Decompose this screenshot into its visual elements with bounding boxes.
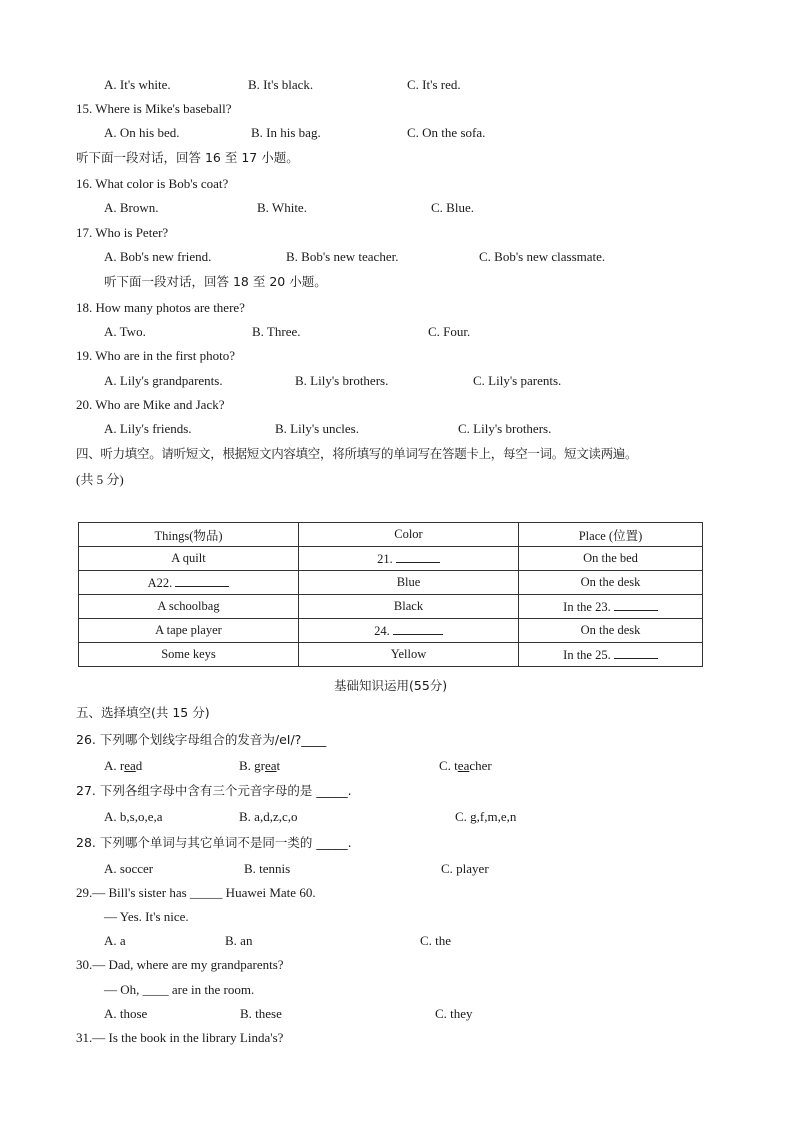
- q15-option-b: B. In his bag.: [251, 125, 321, 140]
- cell-text: 24.: [374, 623, 390, 638]
- instruction-16-17: 听下面一段对话，回答 16 至 17 小题。: [76, 150, 299, 165]
- table-cell: Yellow: [299, 643, 519, 667]
- q26-stem: 26. 下列哪个划线字母组合的发音为/eI/?____: [76, 732, 327, 747]
- q29-option-b: B. an: [225, 933, 253, 948]
- cell-text: In the 25.: [563, 647, 611, 662]
- q20-option-c: C. Lily's brothers.: [458, 421, 552, 436]
- q18-option-b: B. Three.: [252, 324, 301, 339]
- cell-text: In the 23.: [563, 599, 611, 614]
- q27-option-b: B. a,d,z,c,o: [239, 809, 298, 824]
- q26-option-b: B. great: [239, 758, 281, 773]
- section4-score: (共 5 分): [76, 472, 124, 487]
- q15-stem: 15. Where is Mike's baseball?: [76, 101, 232, 116]
- table-cell-blank: [299, 619, 519, 643]
- q30-option-a: A. those: [104, 1006, 148, 1021]
- q28-option-c: C. player: [441, 861, 489, 876]
- q28-stem: 28. 下列哪个单词与其它单词不是同一类的 _____.: [76, 835, 352, 850]
- q18-option-c: C. Four.: [428, 324, 471, 339]
- q20-option-b: B. Lily's uncles.: [275, 421, 359, 436]
- answer-blank-25[interactable]: [614, 647, 658, 659]
- q27-stem: 27. 下列各组字母中含有三个元音字母的是 _____.: [76, 783, 352, 798]
- q14-option-c: C. It's red.: [407, 77, 461, 92]
- table-row: [79, 547, 703, 571]
- cell-text: A22.: [147, 575, 173, 590]
- q15-option-c: C. On the sofa.: [407, 125, 486, 140]
- table-row: [79, 571, 703, 595]
- q27-option-a: A. b,s,o,e,a: [104, 809, 163, 824]
- instruction-18-20: 听下面一段对话，回答 18 至 20 小题。: [104, 274, 327, 289]
- q18-option-a: A. Two.: [104, 324, 146, 339]
- q17-option-c: C. Bob's new classmate.: [479, 249, 606, 264]
- table-cell-blank: [299, 547, 519, 571]
- table-cell-blank: [79, 571, 299, 595]
- q17-stem: 17. Who is Peter?: [76, 225, 169, 240]
- q18-stem: 18. How many photos are there?: [76, 300, 245, 315]
- answer-blank-23[interactable]: [614, 599, 658, 611]
- q30-stem: 30.— Dad, where are my grandparents?: [76, 957, 284, 972]
- table-cell: Some keys: [79, 643, 299, 667]
- table-cell: On the desk: [519, 571, 703, 595]
- table-header: Things(物品): [79, 523, 299, 547]
- q16-option-a: A. Brown.: [104, 200, 159, 215]
- listening-table: [78, 522, 703, 667]
- q16-stem: 16. What color is Bob's coat?: [76, 176, 229, 191]
- q30-option-b: B. these: [240, 1006, 282, 1021]
- q30-option-c: C. they: [435, 1006, 473, 1021]
- section4-title: 四、听力填空。请听短文，根据短文内容填空，将所填写的单词写在答题卡上，每空一词。短文读两遍。: [76, 446, 638, 461]
- answer-blank-22[interactable]: [175, 575, 229, 587]
- table-header: Color: [299, 523, 519, 547]
- table-cell-blank: [519, 595, 703, 619]
- table-cell: Black: [299, 595, 519, 619]
- q15-option-a: A. On his bed.: [104, 125, 180, 140]
- q26-option-c: C. teacher: [439, 758, 492, 773]
- q14-option-b: B. It's black.: [248, 77, 314, 92]
- q20-option-a: A. Lily's friends.: [104, 421, 192, 436]
- q29-option-c: C. the: [420, 933, 452, 948]
- q31-stem: 31.— Is the book in the library Linda's?: [76, 1030, 284, 1045]
- q27-option-c: C. g,f,m,e,n: [455, 809, 517, 824]
- answer-blank-21[interactable]: [396, 551, 440, 563]
- table-cell: On the desk: [519, 619, 703, 643]
- q19-option-c: C. Lily's parents.: [473, 373, 562, 388]
- q19-stem: 19. Who are in the first photo?: [76, 348, 235, 363]
- table-row: [79, 595, 703, 619]
- table-cell: On the bed: [519, 547, 703, 571]
- section5-title: 五、选择填空(共 15 分): [76, 705, 210, 720]
- q17-option-b: B. Bob's new teacher.: [286, 249, 399, 264]
- table-cell: Blue: [299, 571, 519, 595]
- table-header-row: [79, 523, 703, 547]
- cell-text: 21.: [377, 551, 393, 566]
- q16-option-b: B. White.: [257, 200, 307, 215]
- q16-option-c: C. Blue.: [431, 200, 474, 215]
- q29-option-a: A. a: [104, 933, 126, 948]
- table-row: [79, 619, 703, 643]
- q26-option-a: A. read: [104, 758, 143, 773]
- q17-option-a: A. Bob's new friend.: [104, 249, 212, 264]
- q29-stem: 29.— Bill's sister has _____ Huawei Mate 60.: [76, 885, 316, 900]
- q14-option-a: A. It's white.: [104, 77, 171, 92]
- q19-option-b: B. Lily's brothers.: [295, 373, 389, 388]
- q28-option-b: B. tennis: [244, 861, 291, 876]
- q19-option-a: A. Lily's grandparents.: [104, 373, 223, 388]
- table-cell: A tape player: [79, 619, 299, 643]
- table-cell-blank: [519, 643, 703, 667]
- table-cell: A quilt: [79, 547, 299, 571]
- q20-stem: 20. Who are Mike and Jack?: [76, 397, 225, 412]
- table-header: Place (位置): [519, 523, 703, 547]
- q29-reply: — Yes. It's nice.: [104, 909, 189, 924]
- q28-option-a: A. soccer: [104, 861, 154, 876]
- q30-reply: — Oh, ____ are in the room.: [104, 982, 255, 997]
- part-title: 基础知识运用(55分): [334, 678, 448, 693]
- answer-blank-24[interactable]: [393, 623, 443, 635]
- table-cell: A schoolbag: [79, 595, 299, 619]
- table-row: [79, 643, 703, 667]
